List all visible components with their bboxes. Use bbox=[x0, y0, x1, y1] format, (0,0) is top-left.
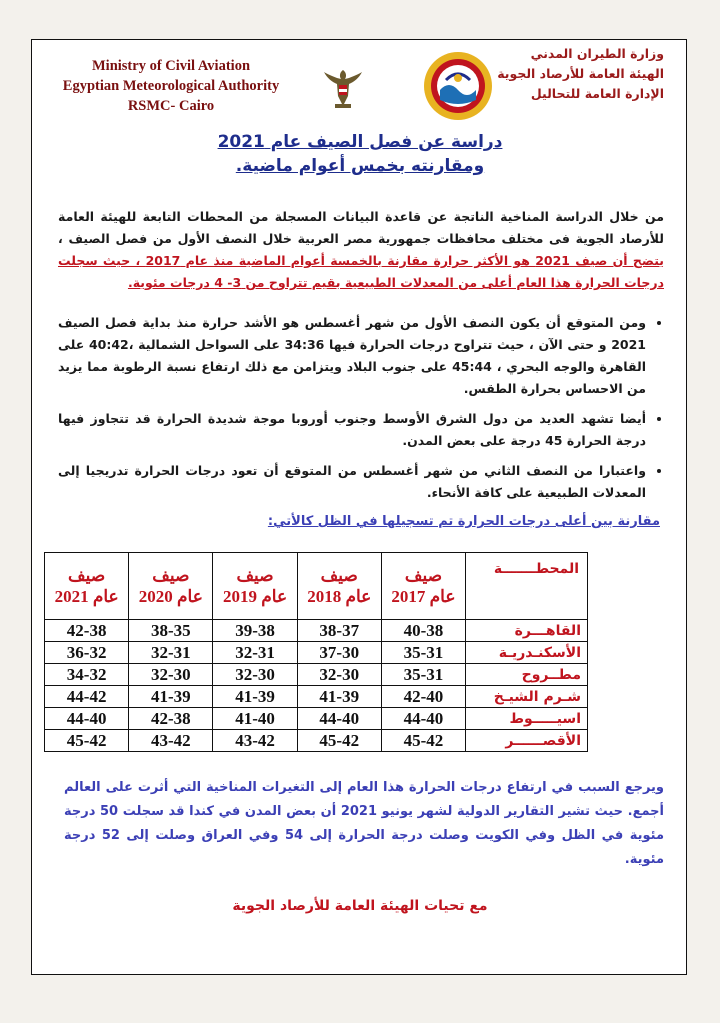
value-cell: 44-42 bbox=[45, 686, 129, 708]
value-cell: 42-40 bbox=[381, 686, 465, 708]
temperature-table bbox=[44, 552, 588, 752]
season-label: صيف bbox=[236, 566, 274, 585]
signature-line: مع تحيات الهيئة العامة للأرصاد الجوية bbox=[232, 898, 488, 914]
year-column-header bbox=[45, 553, 129, 620]
year-label: عام 2018 bbox=[307, 587, 372, 606]
value-cell: 41-39 bbox=[129, 686, 213, 708]
center-name-en: RSMC- Cairo bbox=[127, 98, 215, 114]
title-line-2: ومقارنته بخمس أعوام ماضية. bbox=[235, 156, 485, 176]
year-column-header bbox=[129, 553, 213, 620]
value-cell: 41-39 bbox=[297, 686, 381, 708]
table-row bbox=[45, 664, 588, 686]
bullet-item: • ومن المتوقع أن يكون النصف الأول من شهر أغسطس هو الأشد حرارة منذ بداية فصل الصيف 2021 و حتى الآن ، حيث تتراوح درجات الحرارة فيها 34:36 على السواحل الشمالية ،40:42 على القاهرة والوجه البحري ، 45:44 على جنوب البلاد ويتزامن مع ذلك ارتفاع نسبة الرطوبة مما يزيد من الاحساس بحرارة الطقس. bbox=[58, 312, 646, 400]
ministry-name-ar: وزارة الطيران المدني bbox=[530, 46, 664, 61]
title-line-1: دراسة عن فصل الصيف عام 2021 bbox=[217, 132, 503, 152]
year-column-header bbox=[381, 553, 465, 620]
bullet-list bbox=[58, 312, 664, 512]
value-cell: 42-38 bbox=[129, 708, 213, 730]
header-english bbox=[48, 56, 294, 116]
year-label: عام 2019 bbox=[222, 587, 288, 606]
season-label: صيف bbox=[152, 566, 190, 585]
egypt-eagle-emblem-icon bbox=[323, 66, 363, 112]
station-cell: الأسكنـدريـة bbox=[466, 642, 588, 664]
value-cell: 44-40 bbox=[381, 708, 465, 730]
station-cell: القاهـــرة bbox=[466, 620, 588, 642]
value-cell: 45-42 bbox=[381, 730, 465, 752]
year-label: عام 2017 bbox=[391, 587, 456, 606]
value-cell: 38-35 bbox=[129, 620, 213, 642]
bullet-item: • أيضا تشهد العديد من دول الشرق الأوسط وجنوب أوروبا موجة شديدة الحرارة قد تتجاوز فيها درجة الحرارة 45 درجة على بعض المدن. bbox=[58, 408, 646, 452]
value-cell: 35-31 bbox=[381, 664, 465, 686]
year-column-header bbox=[297, 553, 381, 620]
value-cell: 45-42 bbox=[45, 730, 129, 752]
table-row bbox=[45, 708, 588, 730]
year-column-header bbox=[213, 553, 297, 620]
table-header-row bbox=[45, 553, 588, 620]
value-cell: 43-42 bbox=[213, 730, 297, 752]
value-cell: 32-30 bbox=[297, 664, 381, 686]
year-label: عام 2021 bbox=[54, 587, 119, 606]
intro-text: من خلال الدراسة المناخية الناتجة عن قاعدة البيانات المسجلة من المحطات التابعة للهيئة العامة للأرصاد الجوية فى مختلف محافظات جمهورية مصر العربية خلال النصف الأول من فصل الصيف ، bbox=[58, 209, 664, 246]
station-cell: شـرم الشيـخ bbox=[466, 686, 588, 708]
value-cell: 44-40 bbox=[45, 708, 129, 730]
station-column-header: المحطـــــــة bbox=[466, 553, 588, 620]
value-cell: 32-30 bbox=[129, 664, 213, 686]
value-cell: 34-32 bbox=[45, 664, 129, 686]
conclusion-paragraph: ويرجع السبب في ارتفاع درجات الحرارة هذا العام إلى التغيرات المناخية التي أثرت على العالم أجمع. حيث تشير التقارير الدولية لشهر يونيو 2021 أن بعض المدن في كندا قد سجلت 50 درجة مئوية في الظل وفي الكويت وصلت درجة الحرارة إلى 54 وفي العراق وصلت إلى 52 درجة مئوية. bbox=[64, 780, 665, 867]
authority-name-ar: الهيئة العامة للأرصاد الجوية bbox=[497, 66, 664, 81]
value-cell: 37-30 bbox=[297, 642, 381, 664]
value-cell: 44-40 bbox=[297, 708, 381, 730]
document-title bbox=[160, 130, 560, 178]
table-row bbox=[45, 686, 588, 708]
value-cell: 40-38 bbox=[381, 620, 465, 642]
value-cell: 43-42 bbox=[129, 730, 213, 752]
season-label: صيف bbox=[404, 566, 443, 585]
intro-paragraph bbox=[58, 206, 664, 294]
value-cell: 36-32 bbox=[45, 642, 129, 664]
year-label: عام 2020 bbox=[138, 587, 203, 606]
station-cell: اسيـــــوط bbox=[466, 708, 588, 730]
value-cell: 32-31 bbox=[213, 642, 297, 664]
season-label: صيف bbox=[320, 566, 358, 585]
station-cell: الأقصــــــر bbox=[466, 730, 588, 752]
value-cell: 45-42 bbox=[297, 730, 381, 752]
ministry-name-en: Ministry of Civil Aviation bbox=[91, 58, 251, 74]
value-cell: 42-38 bbox=[45, 620, 129, 642]
value-cell: 32-30 bbox=[213, 664, 297, 686]
season-label: صيف bbox=[68, 566, 106, 585]
intro-highlight: يتضح أن صيف 2021 هو الأكثر حرارة مقارنة بالخمسة أعوام الماضية منذ عام 2017 ، حيث سجلت درجات الحرارة هذا العام أعلى من المعدلات الطبيعية بقيم تتراوح من 3- 4 درجات مئوية. bbox=[58, 253, 665, 290]
value-cell: 41-39 bbox=[213, 686, 297, 708]
value-cell: 35-31 bbox=[381, 642, 465, 664]
bullet-item: • واعتبارا من النصف الثاني من شهر أغسطس من المتوقع أن تعود درجات الحرارة تدريجيا إلى المعدلات الطبيعية على كافة الأنحاء. bbox=[58, 460, 646, 504]
comparison-title: مقارنة بين أعلى درجات الحرارة تم تسجيلها في الظل كالأتي: bbox=[267, 514, 660, 529]
value-cell: 32-31 bbox=[129, 642, 213, 664]
table-row bbox=[45, 730, 588, 752]
value-cell: 41-40 bbox=[213, 708, 297, 730]
department-name-ar: الإدارة العامة للتحاليل bbox=[530, 86, 664, 101]
value-cell: 39-38 bbox=[213, 620, 297, 642]
table-row bbox=[45, 642, 588, 664]
table-row bbox=[45, 620, 588, 642]
value-cell: 38-37 bbox=[297, 620, 381, 642]
header-arabic bbox=[434, 44, 664, 104]
station-cell: مطــروح bbox=[466, 664, 588, 686]
authority-name-en: Egyptian Meteorological Authority bbox=[62, 78, 280, 94]
